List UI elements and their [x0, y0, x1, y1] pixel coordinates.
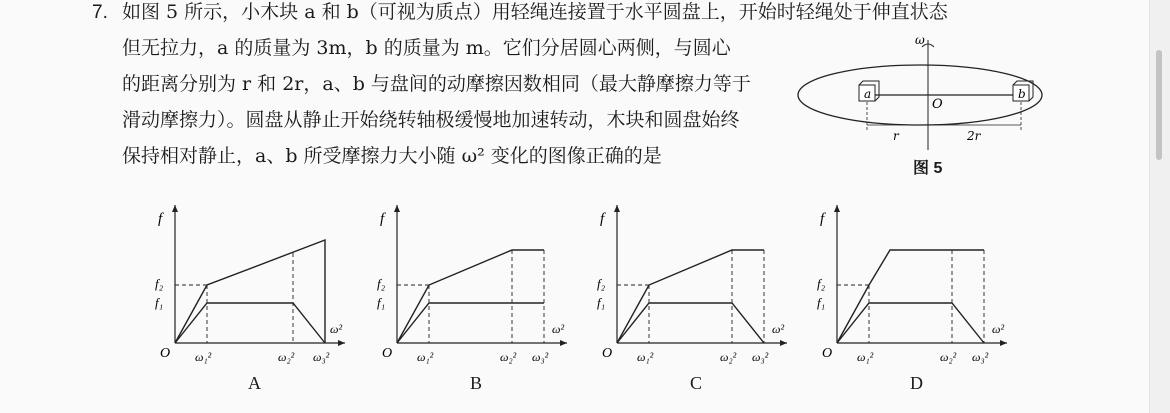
svg-text:ω²: ω² [992, 322, 1005, 336]
center-label: O [932, 97, 943, 112]
svg-text:ω₃²: ω₃² [972, 350, 989, 364]
svg-text:f₂: f₂ [377, 276, 386, 291]
question-line-5: 保持相对静止，a、b 所受摩擦力大小随 ω² 变化的图像正确的是 [122, 145, 662, 167]
omega-label: ω [915, 33, 925, 47]
option-b-label: B [470, 373, 483, 393]
svg-text:f: f [820, 211, 825, 227]
two-r-label: 2r [967, 129, 981, 143]
question-line-1: 如图 5 所示，小木块 a 和 b（可视为质点）用轻绳连接置于水平圆盘上，开始时轻绳处于伸直状态 [122, 1, 948, 23]
svg-text:ω₁²: ω₁² [417, 350, 434, 364]
svg-text:f₁: f₁ [377, 295, 386, 310]
svg-text:ω₂²: ω₂² [278, 350, 295, 364]
svg-text:f₂: f₂ [817, 276, 826, 291]
svg-text:ω²: ω² [772, 322, 785, 336]
scrollbar-thumb[interactable] [1156, 50, 1162, 160]
question-line-4: 滑动摩擦力）。圆盘从静止开始绕转轴极缓慢地加速转动，木块和圆盘始终 [122, 109, 740, 131]
graph-option-b [372, 195, 572, 405]
figure-caption: 图 5 [913, 160, 943, 177]
svg-text:ω₁²: ω₁² [195, 350, 212, 364]
svg-text:O: O [382, 346, 393, 361]
svg-text:O: O [160, 346, 171, 361]
option-c-label: C [690, 373, 703, 393]
svg-text:f₁: f₁ [817, 295, 826, 310]
svg-text:f₁: f₁ [597, 295, 606, 310]
svg-text:ω₃²: ω₃² [313, 350, 330, 364]
svg-text:ω₂²: ω₂² [500, 350, 517, 364]
option-d-label: D [910, 373, 923, 393]
svg-text:f₂: f₂ [597, 276, 606, 291]
svg-text:ω₃²: ω₃² [752, 350, 769, 364]
question-number: 7. [92, 2, 108, 23]
question-line-3: 的距离分别为 r 和 2r，a、b 与盘间的动摩擦因数相同（最大静摩擦力等于 [122, 73, 751, 95]
svg-text:ω²: ω² [552, 322, 565, 336]
svg-text:O: O [822, 346, 833, 361]
svg-text:ω₃²: ω₃² [532, 350, 549, 364]
svg-text:f: f [600, 211, 605, 227]
svg-text:ω₁²: ω₁² [637, 350, 654, 364]
block-a-label: a [864, 87, 872, 101]
graph-option-a [150, 195, 350, 405]
svg-text:ω²: ω² [330, 322, 343, 336]
graph-option-c [592, 195, 792, 405]
option-a-label: A [248, 373, 261, 393]
graph-option-d [812, 195, 1012, 405]
r-label: r [893, 129, 899, 143]
svg-text:f: f [158, 211, 163, 227]
svg-text:ω₂²: ω₂² [940, 350, 957, 364]
svg-text:O: O [602, 346, 613, 361]
question-line-2: 但无拉力，a 的质量为 3m，b 的质量为 m。它们分居圆心两侧，与圆心 [122, 37, 731, 59]
svg-text:f₂: f₂ [155, 276, 164, 291]
svg-text:ω₂²: ω₂² [720, 350, 737, 364]
svg-text:f₁: f₁ [155, 295, 164, 310]
scrollbar[interactable] [1149, 0, 1170, 413]
svg-text:ω₁²: ω₁² [857, 350, 874, 364]
block-b-label: b [1018, 87, 1026, 101]
svg-text:f: f [380, 211, 385, 227]
